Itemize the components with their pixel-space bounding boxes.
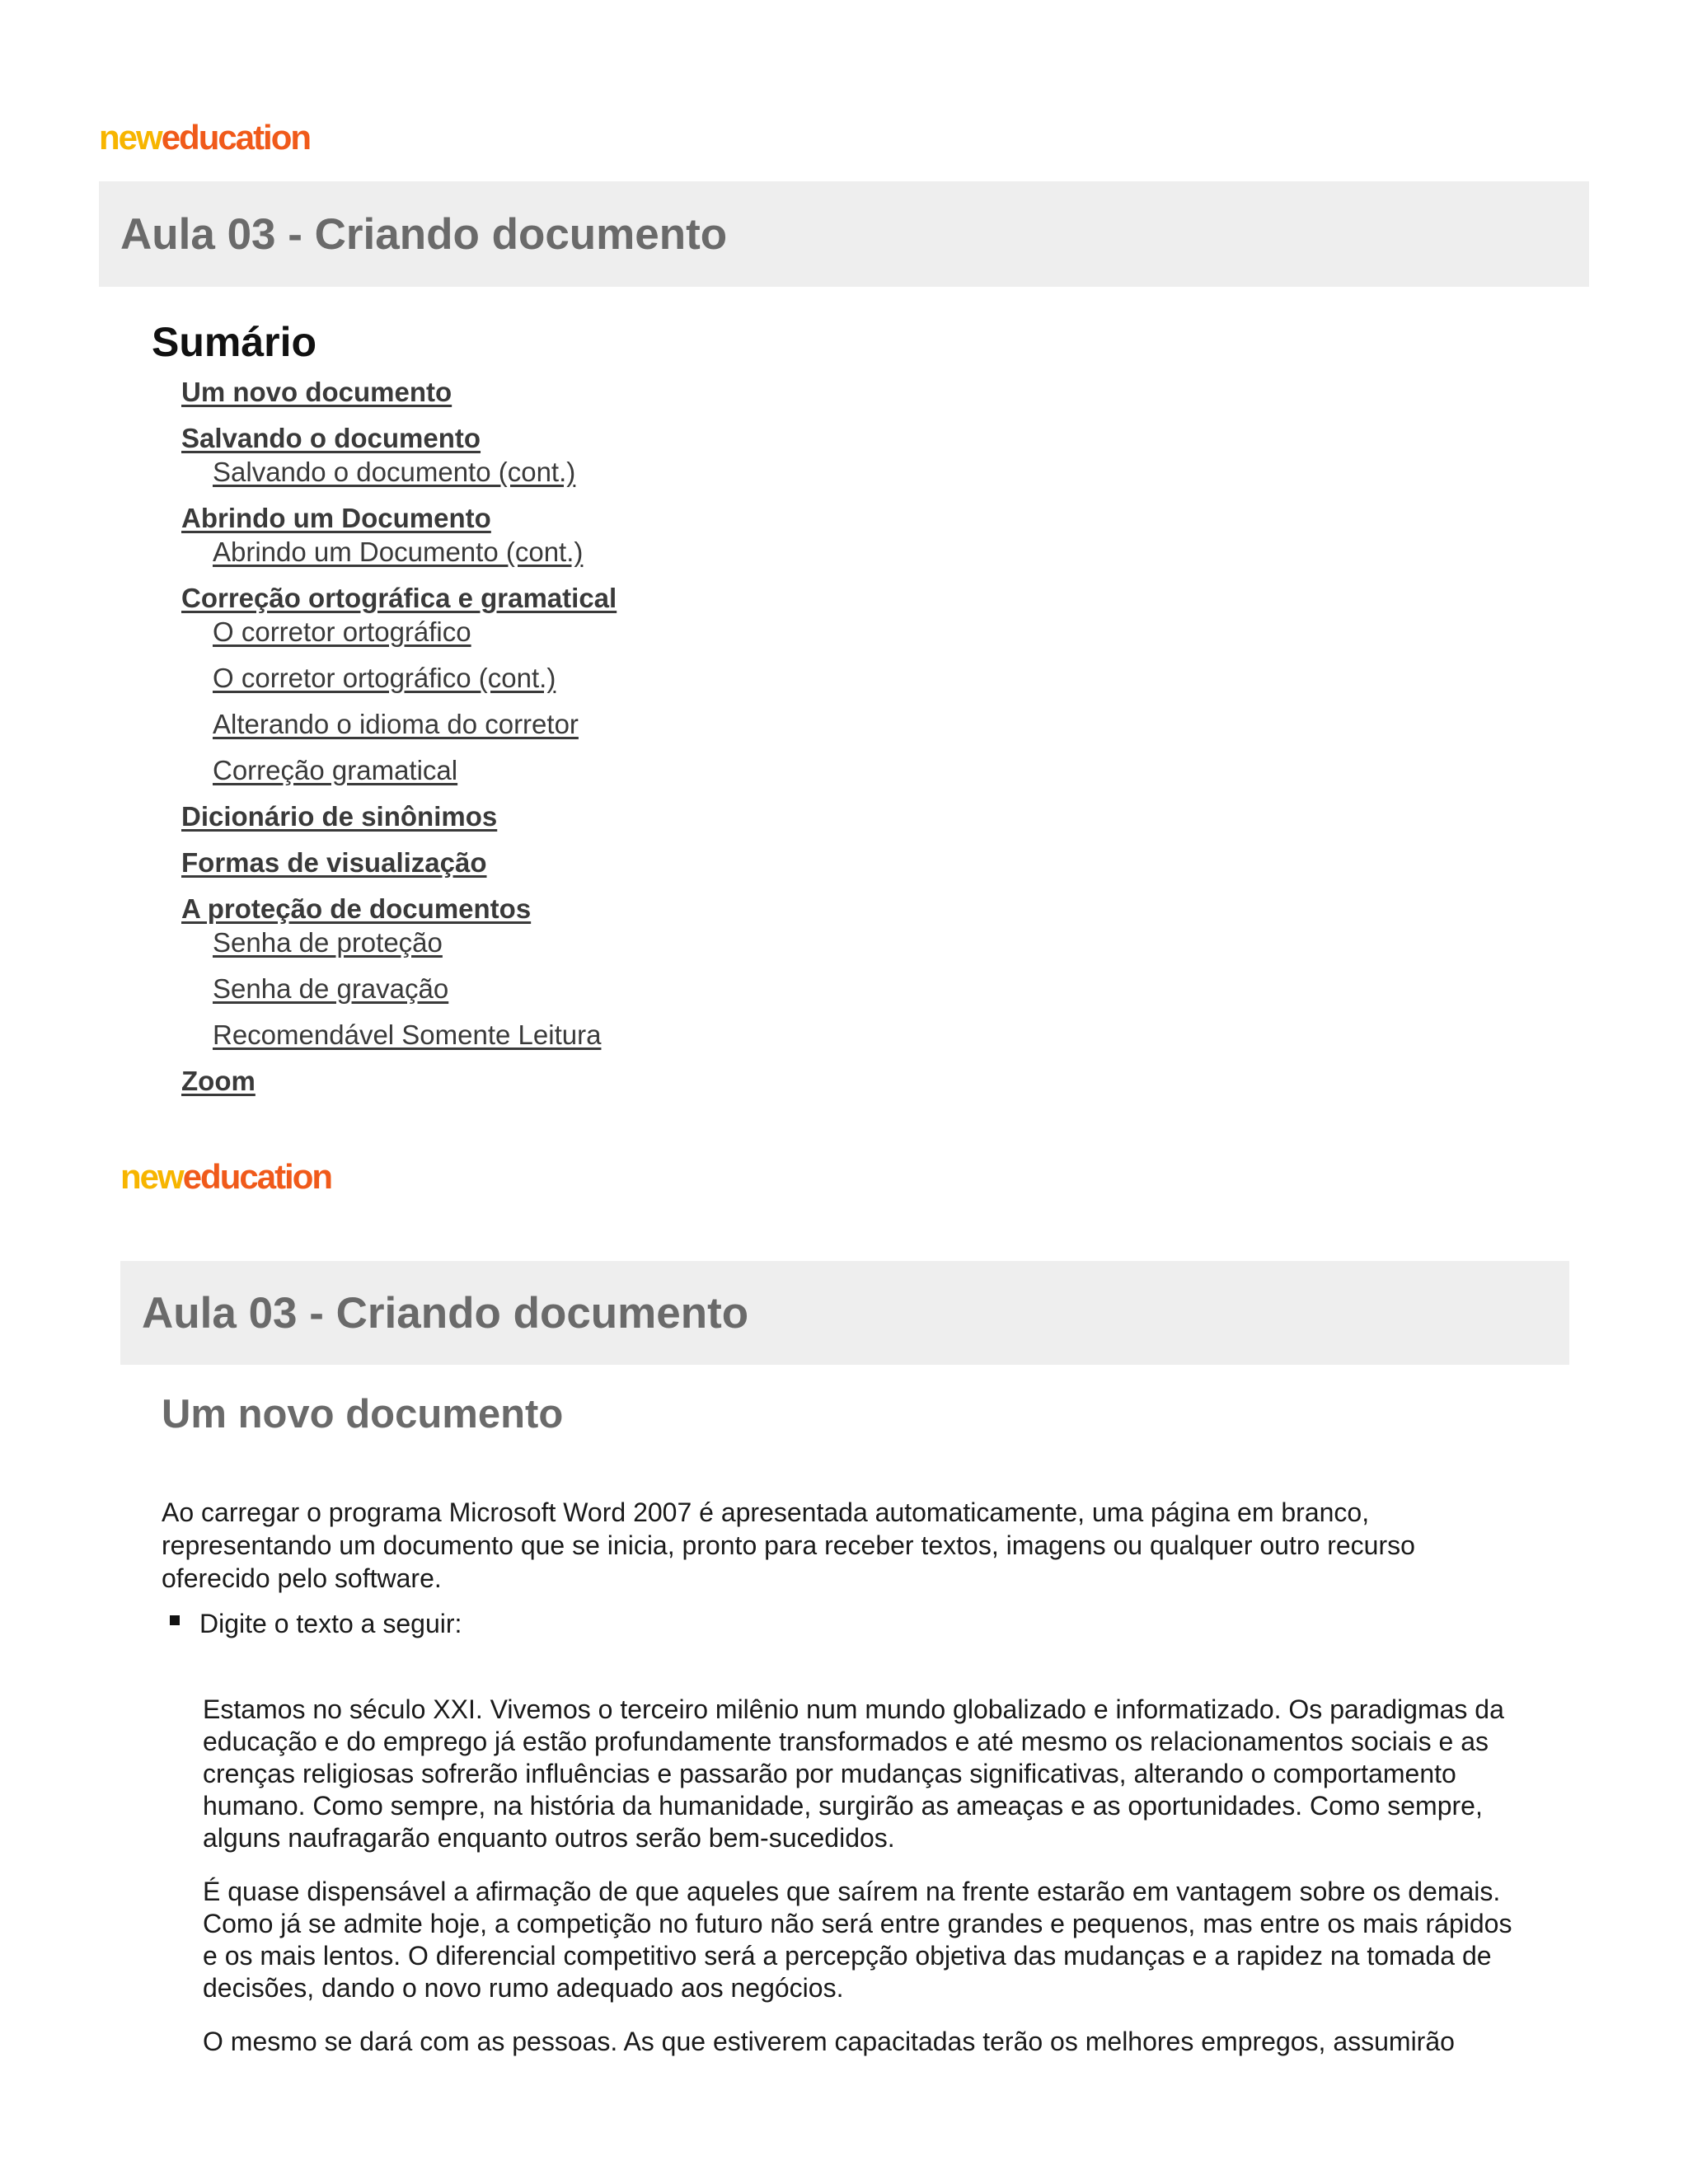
toc-link[interactable]: Zoom [181,1066,256,1096]
body-paragraph: O mesmo se dará com as pessoas. As que estiverem capacitadas terão os melhores empregos, assumirão [203,2027,1455,2056]
page-title-bar [120,1261,1569,1365]
toc-link[interactable]: Formas de visualização [181,847,487,878]
toc-section [181,892,617,1052]
toc-subitem [213,1018,617,1052]
page-title-bar [99,181,1589,287]
neweducation-logo [120,1157,332,1196]
toc-subitem [213,753,617,787]
toc-section [181,581,617,787]
neweducation-logo [99,120,310,155]
toc-section [181,846,617,879]
toc-subitem [213,535,617,569]
logo-part-education: education [182,1157,332,1196]
toc-sublist [181,615,617,787]
toc-sublink[interactable]: Recomendável Somente Leitura [213,1019,602,1050]
instruction-list [170,1607,462,1640]
toc-section [181,799,617,833]
toc-sublist [181,455,617,489]
intro-paragraph: Ao carregar o programa Microsoft Word 2007 é apresentada automaticamente, uma página em branco, representando um documento que se inicia, pronto para receber textos, imagens ou qualquer outro recurso oferecido pelo software. [162,1497,1415,1593]
toc-subitem [213,615,617,649]
toc-sublink[interactable]: O corretor ortográfico [213,616,471,647]
square-bullet-icon [170,1615,180,1625]
toc-link[interactable]: Abrindo um Documento [181,503,491,533]
page-title: Aula 03 - Criando documento [142,1288,749,1338]
toc-sublink[interactable]: Alterando o idioma do corretor [213,709,579,739]
page-title: Aula 03 - Criando documento [120,209,728,259]
toc-link[interactable]: A proteção de documentos [181,893,532,924]
logo-part-new: new [99,118,162,157]
body-paragraph: É quase dispensável a afirmação de que aqueles que saírem na frente estarão em vantagem sobre os demais. Como já se admite hoje, a competição no futuro não será entre grandes e pequenos, mas entre os mais rápidos e os mais lentos. O diferencial competitivo será a percepção objetiva das mudanças e a rapidez na tomada de decisões, dando o novo rumo adequado aos negócios. [203,1877,1512,2003]
toc-subitem [213,926,617,959]
toc-sublink[interactable]: Senha de proteção [213,927,443,958]
toc-link[interactable]: Um novo documento [181,377,452,407]
toc-sublink[interactable]: Senha de gravação [213,973,449,1004]
body-paragraph: Estamos no século XXI. Vivemos o terceiro milênio num mundo globalizado e informatizado. Os paradigmas da educação e do emprego já estão profundamente transformados e até mesmo os relacionamentos sociais e as crenças religiosas sofrerão influências e passarão por mudanças significativas, alterando o comportamento humano. Como sempre, na história da humanidade, surgirão as ameaças e as oportunidades. Como sempre, alguns naufragarão enquanto outros serão bem-sucedidos. [203,1694,1504,1853]
instruction-text: Digite o texto a seguir: [199,1609,462,1638]
table-of-contents [181,375,617,1110]
toc-heading: Sumário [152,319,317,365]
toc-sublink[interactable]: Salvando o documento (cont.) [213,457,576,487]
logo-part-new: new [120,1157,183,1196]
logo-part-education: education [161,118,311,157]
toc-sublink[interactable]: O corretor ortográfico (cont.) [213,663,556,693]
toc-link[interactable]: Correção ortográfica e gramatical [181,583,617,613]
toc-section [181,375,617,409]
toc-sublist [181,926,617,1052]
toc-subitem [213,972,617,1005]
toc-section [181,501,617,569]
toc-subitem [213,455,617,489]
section-heading: Um novo documento [162,1392,564,1436]
toc-subitem [213,707,617,741]
toc-sublink[interactable]: Correção gramatical [213,755,458,785]
toc-section [181,421,617,489]
toc-link[interactable]: Salvando o documento [181,423,481,453]
sample-text-block [203,1694,1522,2079]
toc-sublink[interactable]: Abrindo um Documento (cont.) [213,537,584,567]
toc-sublist [181,535,617,569]
toc-subitem [213,661,617,695]
list-item [170,1607,462,1640]
toc-link[interactable]: Dicionário de sinônimos [181,801,498,832]
toc-section [181,1064,617,1098]
